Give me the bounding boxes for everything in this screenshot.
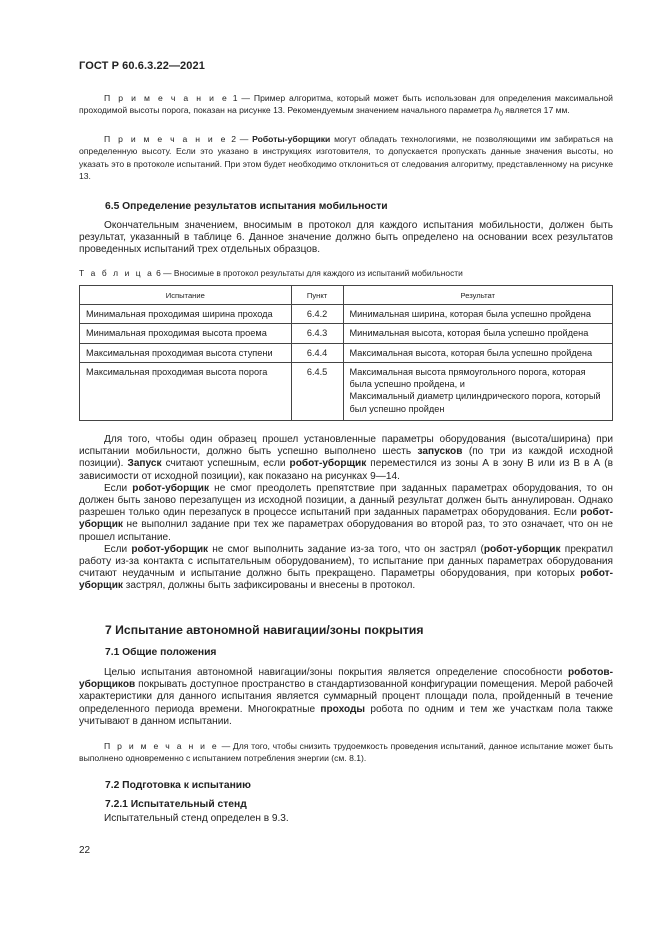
- cell-clause: 6.4.2: [291, 305, 343, 324]
- cell-test: Минимальная проходимая высота проема: [80, 324, 292, 343]
- section-6-5-paragraph: Окончательным значением, вносимым в протокол для каждого испытания мобильности, должен быть результат, указанный в таблице 6. Данное значение должно быть определено на основании всех результатов проведенных испытаний трех отдельных образцов.: [79, 220, 613, 256]
- cell-clause: 6.4.3: [291, 324, 343, 343]
- cell-test: Максимальная проходимая высота порога: [80, 362, 292, 420]
- cell-test: Максимальная проходимая высота ступени: [80, 343, 292, 362]
- cell-result: Максимальная высота прямоугольного порога, которая была успешно пройдена, и Максимальный диаметр цилиндрического порога, который был успешно пройден: [343, 362, 612, 420]
- section-6-5-heading: 6.5 Определение результатов испытания мобильности: [105, 201, 388, 212]
- cell-result: Максимальная высота, которая была успешно пройдена: [343, 343, 612, 362]
- table-row: [80, 343, 613, 362]
- header-clause: Пункт: [291, 286, 343, 305]
- section-7-heading: 7 Испытание автономной навигации/зоны покрытия: [105, 623, 424, 637]
- section-7-1-paragraph: Целью испытания автономной навигации/зоны покрытия является определение способности роботов-уборщиков покрывать доступное пространство в стандартизованной конфигурации помещения. Мерой рабочей характеристики для данного испытания является суммарный процент площади пола, пройденный в течение определенного периода времени. Многократные проходы робота по одним и тем же участкам пола также учитывают в данном испытании.: [79, 667, 614, 727]
- header-result: Результат: [343, 286, 612, 305]
- cell-result: Минимальная ширина, которая была успешно пройдена: [343, 305, 612, 324]
- variable-h: h: [494, 105, 499, 116]
- section-7-2-heading: 7.2 Подготовка к испытанию: [105, 780, 251, 791]
- section-7-2-1-heading: 7.2.1 Испытательный стенд: [105, 799, 247, 810]
- note-2: П р и м е ч а н и е 2 — Роботы-уборщики могут обладать технологиями, не позволяющими им забираться на определенную высоту. Если это указано в инструкциях изготовителя, то допускается пропускать данные значения высоты, но указать это в протоколе испытаний. При этом будет необходимо отклониться от следования алгоритму, представленному на рисунке 13.: [79, 134, 613, 181]
- table-row: [80, 324, 613, 343]
- section-7-note: П р и м е ч а н и е — Для того, чтобы снизить трудоемкость проведения испытаний, данное испытание может быть выполнено одновременно с испытанием потребления энергии (см. 8.1).: [79, 741, 613, 764]
- cell-clause: 6.4.4: [291, 343, 343, 362]
- table-header-row: [80, 286, 613, 305]
- paragraph-runs: Для того, чтобы один образец прошел установленные параметры оборудования (высота/ширина) при испытании мобильности, должно быть успешно выполнено шесть запусков (по три из каждой исходной позиции). Запуск считают успешным, если робот-уборщик переместился из зоны А в зону В или из В в А (в зависимости от исходной позиции), как показано на рисунках 9—14. Если робот-уборщик не смог преодолеть препятствие при заданных параметрах оборудования, то он должен быть заново перезапущен из исходной позиции, а данный результат должен быть аннулирован. Однако разрешен только один перезапуск в процессе испытаний при заданных параметрах оборудования. Если робот-уборщик не выполнил задание при тех же параметрах оборудования во второй раз, то это означает, что он не прошел испытание. Если робот-уборщик не смог выполнить задание из-за того, что он застрял (робот-уборщик прекратил работу из-за контакта с испытательным оборудованием), то испытание при данных параметрах оборудования считают неудачным и испытание должно быть прекращено. Параметры оборудования, при которых робот-уборщик застрял, должны быть зафиксированы и внесены в протокол.: [79, 434, 614, 592]
- table-6: [79, 285, 613, 421]
- cell-clause: 6.4.5: [291, 362, 343, 420]
- note-label: П р и м е ч а н и е: [104, 93, 229, 103]
- section-7-1-heading: 7.1 Общие положения: [105, 647, 217, 658]
- page-number: 22: [79, 845, 91, 856]
- cell-result: Минимальная высота, которая была успешно пройдена: [343, 324, 612, 343]
- table-6-caption: Т а б л и ц а 6 — Вносимые в протокол результаты для каждого из испытаний мобильности: [79, 268, 463, 278]
- note-label: П р и м е ч а н и е: [104, 134, 228, 144]
- table-row: [80, 305, 613, 324]
- header-test: Испытание: [80, 286, 292, 305]
- table-row: [80, 362, 613, 420]
- note-1: П р и м е ч а н и е 1 — Пример алгоритма, который может быть использован для определения максимальной проходимой высоты порога, показан на рисунке 13. Рекомендуемым значением начального параметра $h_0$ является 17 мм.: [79, 93, 613, 119]
- standard-header: ГОСТ Р 60.6.3.22—2021: [79, 60, 205, 72]
- cell-test: Минимальная проходимая ширина прохода: [80, 305, 292, 324]
- section-7-2-1-paragraph: Испытательный стенд определен в 9.3.: [104, 813, 289, 824]
